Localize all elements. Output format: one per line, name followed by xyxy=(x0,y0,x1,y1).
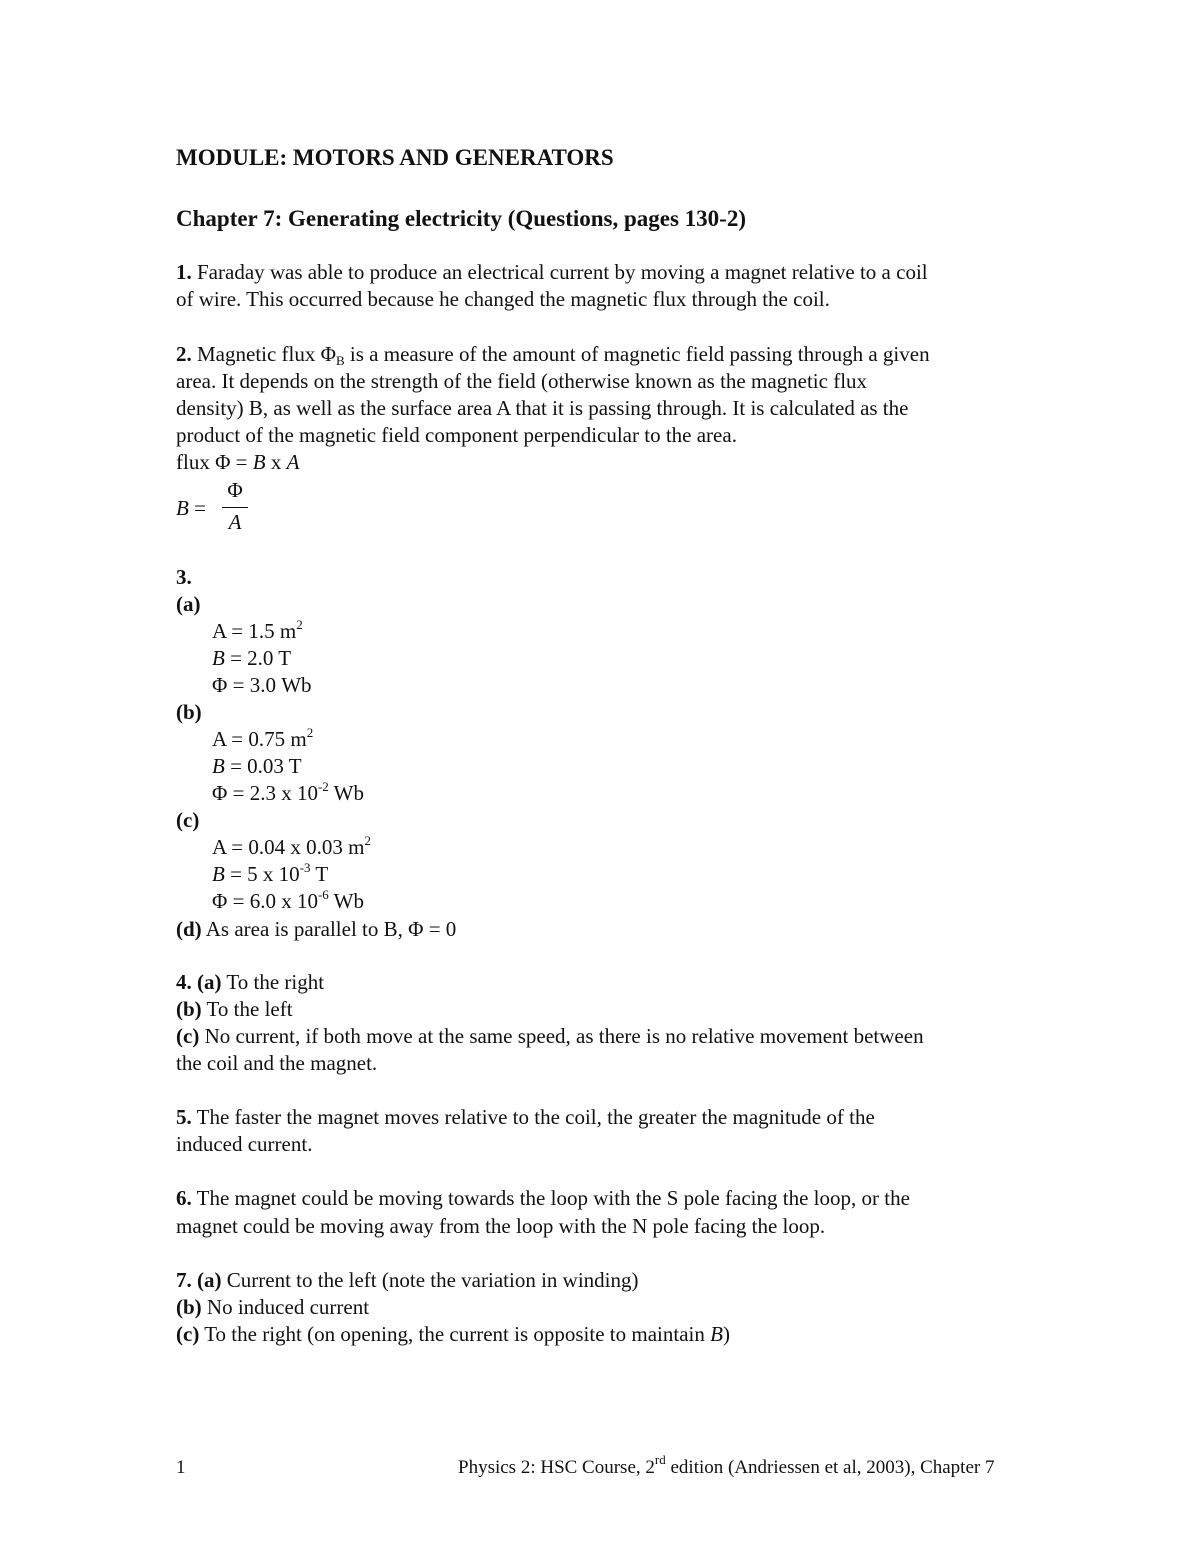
q7-part-c: (c) To the right (on opening, the current is opposite to maintain B) xyxy=(176,1322,730,1346)
flux-equation: flux Φ = B x A xyxy=(176,450,300,474)
q3c-area: A = 0.04 x 0.03 $m^2$ xyxy=(212,833,371,859)
document-page: MODULE: MOTORS AND GENERATORS Chapter 7: Generating electricity (Questions, pages 130-2) 1. Faraday was able to produce an electrical current by moving a magnet relative to a coil of wire. This occurred because he changed the magnetic flux through the coil. 2. Magnetic flux $\Phi_B$ is a measure of the amount of magnetic field passing through a given area. It depends on the strength of the field (otherwise known as the magnetic flux density) B, as well as the surface area A that it is passing through. It is calculated as the product of the magnetic field component perpendicular to the area. flux Φ = B x A B = Φ A 3. (a) A = 1.5 $m^2$ B = 2.0 T Φ = 3.0 Wb (b) A = 0.75 $m^2$ B = 0.03 T Φ = 2.3 x $10^{-2}$ Wb (c) A = 0.04 x 0.03 $m^2$ B = 5 x $10^{-3}$ T Φ = 6.0 x $10^{-6}$ Wb (d) As area is parallel to B, Φ = 0 4. (a) To the right (b) To the left (c) No current, if both move at the same speed, as there is no relative movement between the coil and the magnet. 5. The faster the magnet moves relative to the coil, the greater the magnitude of the induced current. 6. The magnet could be moving towards the loop with the S pole facing the loop, or the magnet could be moving away from the loop with the N pole facing the loop. 7. (a) Current to the left (note the variation in winding) (b) No induced current (c) To the right (on opening, the current is opposite to maintain B) 1 Physics 2: HSC Course, 2rd edition (Andriessen et al, 2003), Chapter 7 xyxy=(176,145,995,1478)
q4-part-c-line-2: the coil and the magnet. xyxy=(176,1051,378,1075)
question-5: 5. The faster the magnet moves relative to the coil, the greater the magnitude of the xyxy=(176,1105,875,1129)
question-5-line-2: induced current. xyxy=(176,1132,313,1156)
question-7: 7. (a) Current to the left (note the variation in winding) xyxy=(176,1268,639,1292)
q3b-flux: Φ = 2.3 x $10^{-2}$ Wb xyxy=(212,779,364,805)
footer-source: Physics 2: HSC Course, 2rd edition (Andriessen et al, 2003), Chapter 7 xyxy=(458,1452,995,1478)
q4-part-b: (b) To the left xyxy=(176,997,293,1021)
question-number: 7. xyxy=(176,1268,192,1292)
fraction-numerator: Φ xyxy=(227,478,243,502)
q3c-field: B = 5 x $10^{-3}$ T xyxy=(212,860,329,886)
question-number: 4. xyxy=(176,970,192,994)
q4-part-c: (c) No current, if both move at the same speed, as there is no relative movement between xyxy=(176,1024,924,1048)
question-2-line-4: product of the magnetic field component perpendicular to the area. xyxy=(176,423,737,447)
question-6: 6. The magnet could be moving towards the loop with the S pole facing the loop, or the xyxy=(176,1186,910,1210)
q3-part-a-label: (a) xyxy=(176,592,201,616)
q3a-field: B = 2.0 T xyxy=(212,646,292,670)
question-number: 3. xyxy=(176,565,192,589)
module-title: MODULE: MOTORS AND GENERATORS xyxy=(176,145,614,170)
fraction-denominator: A xyxy=(228,510,242,534)
q3-part-d: (d) As area is parallel to B, Φ = 0 xyxy=(176,917,457,941)
q3-part-c-label: (c) xyxy=(176,808,200,832)
question-2: 2. Magnetic flux $\Phi_B$ is a measure of the amount of magnetic field passing through a given xyxy=(176,342,930,368)
question-3 xyxy=(176,564,192,591)
fraction-bar xyxy=(222,507,248,508)
chapter-title: Chapter 7: Generating electricity (Questions, pages 130-2) xyxy=(176,206,747,231)
question-4: 4. (a) To the right xyxy=(176,970,325,994)
q3c-flux: Φ = 6.0 x $10^{-6}$ Wb xyxy=(212,887,364,913)
q3a-area: A = 1.5 $m^2$ xyxy=(212,617,303,643)
page-number: 1 xyxy=(176,1457,186,1478)
question-1-line-2: of wire. This occurred because he changed the magnetic flux through the coil. xyxy=(176,287,830,311)
question-number: 6. xyxy=(176,1186,192,1210)
question-number: 1. xyxy=(176,260,192,284)
q3b-field: B = 0.03 T xyxy=(212,754,302,778)
question-number: 5. xyxy=(176,1105,192,1129)
question-2-line-3: density) B, as well as the surface area A that it is passing through. It is calculated as the xyxy=(176,396,909,420)
q3b-area: A = 0.75 $m^2$ xyxy=(212,725,314,751)
question-2-line-2: area. It depends on the strength of the field (otherwise known as the magnetic flux xyxy=(176,369,868,393)
q3-part-b-label: (b) xyxy=(176,700,202,724)
q7-part-b: (b) No induced current xyxy=(176,1295,370,1319)
question-1: 1. Faraday was able to produce an electrical current by moving a magnet relative to a coil xyxy=(176,260,928,284)
q3a-flux: Φ = 3.0 Wb xyxy=(212,673,312,697)
question-number: 2. xyxy=(176,342,192,366)
question-6-line-2: magnet could be moving away from the loop with the N pole facing the loop. xyxy=(176,1214,826,1238)
